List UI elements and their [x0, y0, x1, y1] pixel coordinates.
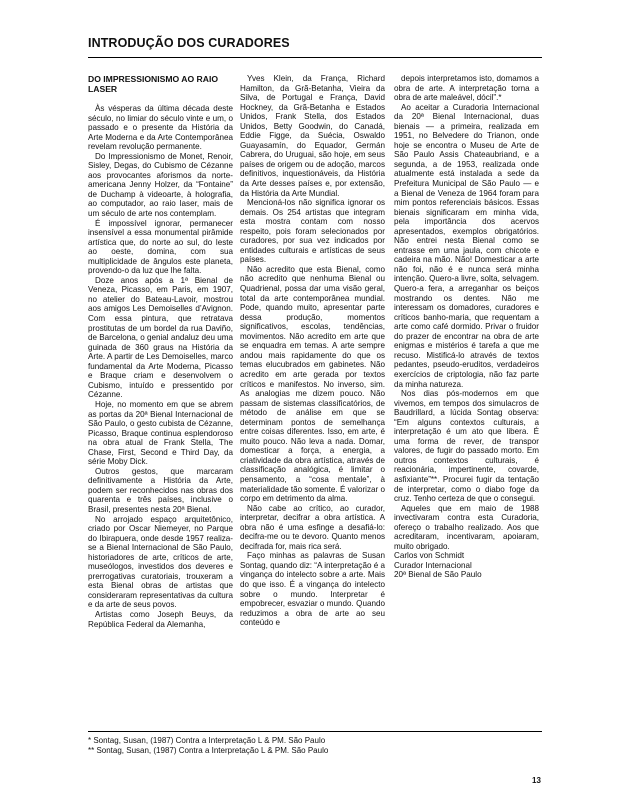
signature-name: Carlos von Schmidt	[394, 551, 465, 561]
paragraph: Não acredito que esta Bienal, como não acredito que nenhuma Bienal ou Quadrienal, possa dar uma visão geral, total da arte contemporânea mundial. Pode, quando muito, apresentar parte dessa produção, momentos significativos, escolas, tendências, movimentos. Não acredito em arte que se enquadra em temas. A arte sempre andou mais rapidamente do que os temas elucubrados em gabinetes. Não acredito em arte gerada por textos críticos e manifestos. No inverso, sim. As analogias me dizem pouco. Não passam de sistemas classificatórios, de método de análise em que se determinam pontos de semelhança entre coisas diferentes. Isso, em arte, é muito pouco. Não leva a nada. Domar, domesticar a força, a energia, a criatividade da obra artística, através de classificação analógica, é limitar o pensamento, a “cosa mentale”, à materialidade tão somente. É valorizar o corpo em detrimento da alma.	[240, 264, 385, 504]
paragraph: Nos dias pós-modernos em que vivemos, em tempos dos simulacros de Baudrillard, a lúcida Sontag observa: “Em alguns contextos culturais, a interpretação é um ato que libera. É uma forma de rever, de transpor valores, de fugir do passado morto. Em outros contextos culturais, é reacionária, impertinente, covarde, asfixiante”**. Procurei fugir da tentação de interpretar, como o diabo foge da cruz. Tenho certeza de que o consegui.	[394, 389, 539, 504]
text-column-3	[394, 74, 539, 580]
column-3-paragraphs	[394, 74, 539, 551]
text-column-2	[240, 74, 385, 628]
paragraph: Mencioná-los não significa ignorar os demais. Os 254 artistas que integram esta mostra contam com nosso respeito, pois foram selecionados por curadores, por sua vez indicados por entidades culturais e artísticas de seus países.	[240, 198, 385, 265]
footnotes	[88, 736, 328, 756]
section-title: DO IMPRESSIONISMO AO RAIO LASER	[88, 74, 219, 94]
signature-block	[394, 551, 539, 580]
column-2-paragraphs	[240, 74, 385, 628]
paragraph: Artistas como Joseph Beuys, da República Federal da Alemanha,	[88, 609, 233, 629]
paragraph: Yves Klein, da França, Richard Hamilton, da Grã-Betanha, Vieira da Silva, de Portugal e França, David Hockney, da Grã-Betanha e Estados Unidos, Frank Stella, dos Estados Unidos, Betty Goodwin, do Canadá, Eddie Figge, da Suécia, Oswaldo Guayasamín, do Equador, Germán Cabrera, do Uruguai, são hoje, em seus países de origem ou de adoção, marcos definitivos, inquestionáveis, da História da Arte desses países e, por extensão, da História da Arte Mundial.	[240, 74, 385, 198]
page-number: 13	[532, 776, 541, 785]
paragraph: depois interpretamos isto, domamos a obra de arte. A interpretação torna a obra de arte maleável, dócil”.*	[394, 74, 539, 103]
text-column-1	[88, 74, 233, 629]
column-1-paragraphs	[88, 104, 233, 629]
paragraph: Não cabe ao crítico, ao curador, interpretar, decifrar a obra artística. A obra não é uma esfinge a desafiá-lo: decifra-me ou te devoro. Quanto menos decifrada for, mais rica será.	[240, 503, 385, 551]
footnote-1: * Sontag, Susan, (1987) Contra a Interpretação L & PM. São Paulo	[88, 736, 326, 745]
paragraph: Do Impressionismo de Monet, Renoir, Sisley, Degas, do Cubismo de Cézanne aos provocantes aforismos da norte-americana Jenny Holzer, da “Fontaine” de Duchamp à videoarte, à holografia, ao computador, ao raio laser, mais de um século de arte nos contemplam.	[88, 151, 233, 219]
paragraph: Às vésperas da última década deste século, no limiar do século vinte e um, o passado e o presente da História da Arte Moderna e da Arte Contemporânea revelam revolução permanente.	[88, 104, 233, 152]
page-title: INTRODUÇÃO DOS CURADORES	[88, 36, 290, 50]
signature-event: 20ª Bienal de São Paulo	[394, 570, 482, 580]
paragraph: Doze anos após a 1ª Bienal de Veneza, Picasso, em Paris, em 1907, no atelier do Bateau-Lavoir, mostrou aos amigos Les Demoiselles d’Avignon. Com essa pintura, que retratava prostitutas de um bordel da rua Daviño, de Barcelona, o genial andaluz deu uma guinada de 360 graus na História da Arte. A partir de Les Demoiselles, marco fundamental da Arte Moderna, Picasso e Braque criam e desenvolvem o Cubismo, intuído e pressentido por Cézanne.	[88, 275, 233, 400]
paragraph: Hoje, no momento em que se abrem as portas da 20ª Bienal Internacional de São Paulo, o gesto cubista de Cézanne, Picasso, Braque continua esplendoroso na obra atual de Frank Stella, The Chase, First, Second e Third Day, da série Moby Dick.	[88, 399, 233, 467]
header-rule	[88, 57, 542, 58]
signature-role: Curador Internacional	[394, 560, 472, 570]
paragraph: Outros gestos, que marcaram definitivamente a História da Arte, podem ser reconhecidos nas obras dos quarenta e três países, inclusive o Brasil, presentes nesta 20ª Bienal.	[88, 466, 233, 514]
paragraph: Aqueles que em maio de 1988 invectivaram contra esta Curadoria, ofereço o trabalho realizado. Aos que acreditaram, incentivaram, apoiaram, muito obrigado.	[394, 503, 539, 551]
footnote-2: ** Sontag, Susan, (1987) Contra a Interpretação L & PM. São Paulo	[88, 746, 329, 755]
paragraph: É impossível ignorar, permanecer insensível a essa monumental pirâmide artística que, do norte ao sul, do leste ao oeste, domina, com sua multiplicidade de ângulos este planeta, provendo-o da luz que lhe falta.	[88, 218, 233, 276]
paragraph: Ao aceitar a Curadoria Internacional da 20ª Bienal Internacional, duas bienais — a primeira, realizada em 1951, no Belvedere do Trianon, onde hoje se encontra o Museu de Arte de São Paulo Assis Chateaubriand, e a segunda, a de 1953, realizada onde atualmente está instalada a sede da Prefeitura Municipal de São Paulo — e a Bienal de Veneza de 1964 foram para mim pontos referenciais básicos. Essas bienais significaram em minha vida, pela importância dos acervos apresentados, exemplos obrigatórios. Não entrei nesta Bienal como se entrasse em uma jaula, com chicote e cadeira na mão. Não! Domesticar a arte não foi, não é e nunca será minha intenção. Quero-a livre, solta, selvagem. Quero-a fera, a arreganhar os beiços mostrando os dentes. Não me interessam os domadores, curadores e críticos banho-maria, que requentam a arte como café dormido. Privar o fruidor do prazer de encontrar na obra de arte enigmas e mistérios é tarefa a que me recuso. Mistificá-lo através de textos pedantes, pseudo-eruditos, verdadeiros exercícios de criptologia, não faz parte da minha natureza.	[394, 102, 539, 389]
paragraph: No arrojado espaço arquitetônico, criado por Oscar Niemeyer, no Parque do Ibirapuera, onde desde 1957 realiza-se a Bienal Internacional de São Paulo, historiadores de arte, críticos de arte, museólogos, investidos dos deveres e prerrogativas curatoriais, trouxeram a esta Bienal obras de artistas que consideraram representativas da cultura e da arte de seus povos.	[88, 514, 233, 610]
footnote-rule	[88, 731, 542, 732]
paragraph: Faço minhas as palavras de Susan Sontag, quando diz: “A interpretação é a vingança do intelecto sobre a arte. Mais do que isso. É a vingança do intelecto sobre o mundo. Interpretar é empobrecer, esvaziar o mundo. Quando reduzimos a obra de arte ao seu conteúdo e	[240, 551, 385, 628]
